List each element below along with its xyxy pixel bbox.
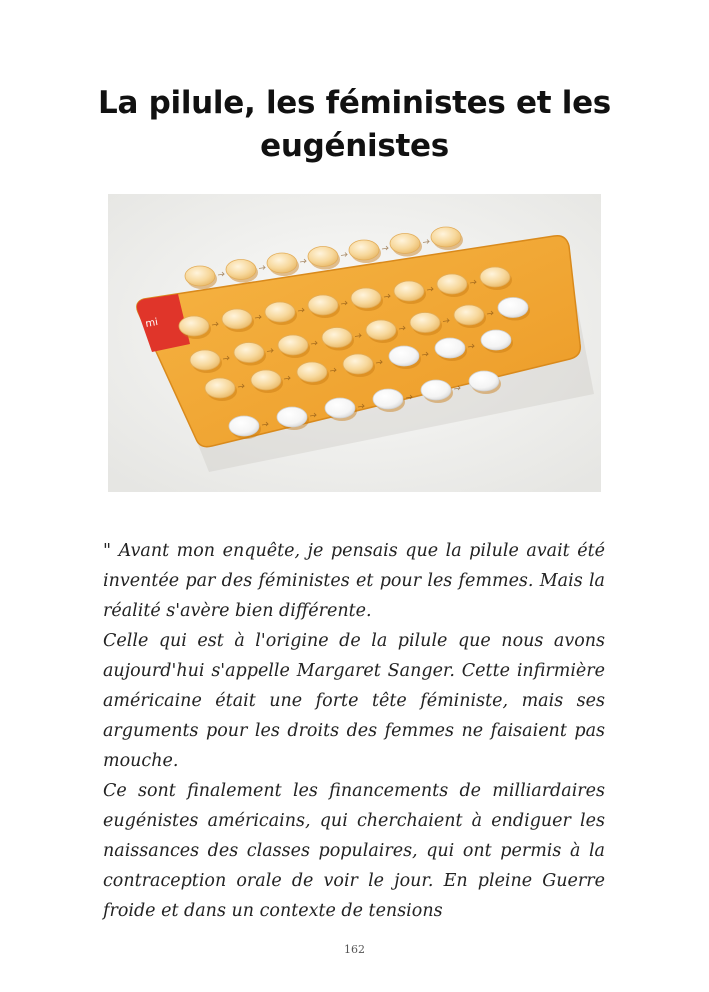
- active-pill: [431, 227, 461, 247]
- paragraph: " Avant mon enquête, je pensais que la pilule avait été inventée par des féministes et pour les femmes. Mais la réalité s'avère bien différente.: [103, 541, 605, 621]
- active-pill: [366, 320, 396, 340]
- placebo-pill: [435, 338, 465, 358]
- active-pill: [410, 313, 440, 333]
- placebo-pill: [277, 407, 307, 427]
- active-pill: [480, 267, 510, 287]
- placebo-pill: [325, 398, 355, 418]
- placebo-pill: [498, 298, 528, 318]
- active-pill: [222, 309, 252, 329]
- active-pill: [185, 266, 215, 286]
- active-pill: [308, 295, 338, 315]
- svg-text:mi: mi: [144, 316, 159, 330]
- active-pill: [278, 335, 308, 355]
- active-pill: [190, 350, 220, 370]
- active-pill: [308, 247, 338, 267]
- active-pill: [226, 260, 256, 280]
- active-pill: [349, 240, 379, 260]
- active-pill: [454, 305, 484, 325]
- active-pill: [343, 354, 373, 374]
- active-pill: [437, 274, 467, 294]
- active-pill: [322, 328, 352, 348]
- placebo-pill: [229, 416, 259, 436]
- active-pill: [390, 234, 420, 254]
- active-pill: [394, 281, 424, 301]
- active-pill: [265, 302, 295, 322]
- active-pill: [251, 370, 281, 390]
- placebo-pill: [421, 380, 451, 400]
- page-number: 162: [344, 943, 365, 956]
- pill-pack-illustration: [108, 194, 601, 492]
- page-title: La pilule, les féministes et les eugénistes: [98, 85, 611, 164]
- active-pill: [234, 343, 264, 363]
- paragraph: Ce sont finalement les financements de milliardaires eugénistes américains, qui cherchaient à endiguer les naissances des classes populaires, qui ont permis à la contraception orale de voir le jour. En pleine Guerre froide et dans un contexte de tensions: [103, 781, 605, 921]
- pill-pack-photo: [108, 194, 601, 492]
- body-text: [103, 536, 605, 926]
- active-pill: [351, 288, 381, 308]
- active-pill: [267, 253, 297, 273]
- placebo-pill: [469, 371, 499, 391]
- placebo-pill: [481, 330, 511, 350]
- placebo-pill: [373, 389, 403, 409]
- active-pill: [179, 316, 209, 336]
- paragraph: Celle qui est à l'origine de la pilule que nous avons aujourd'hui s'appelle Margaret Sanger. Cette infirmière américaine était une forte tête féministe, mais ses arguments pour les droits des femmes ne faisaient pas mouche.: [103, 631, 605, 771]
- placebo-pill: [389, 346, 419, 366]
- active-pill: [205, 378, 235, 398]
- active-pill: [297, 362, 327, 382]
